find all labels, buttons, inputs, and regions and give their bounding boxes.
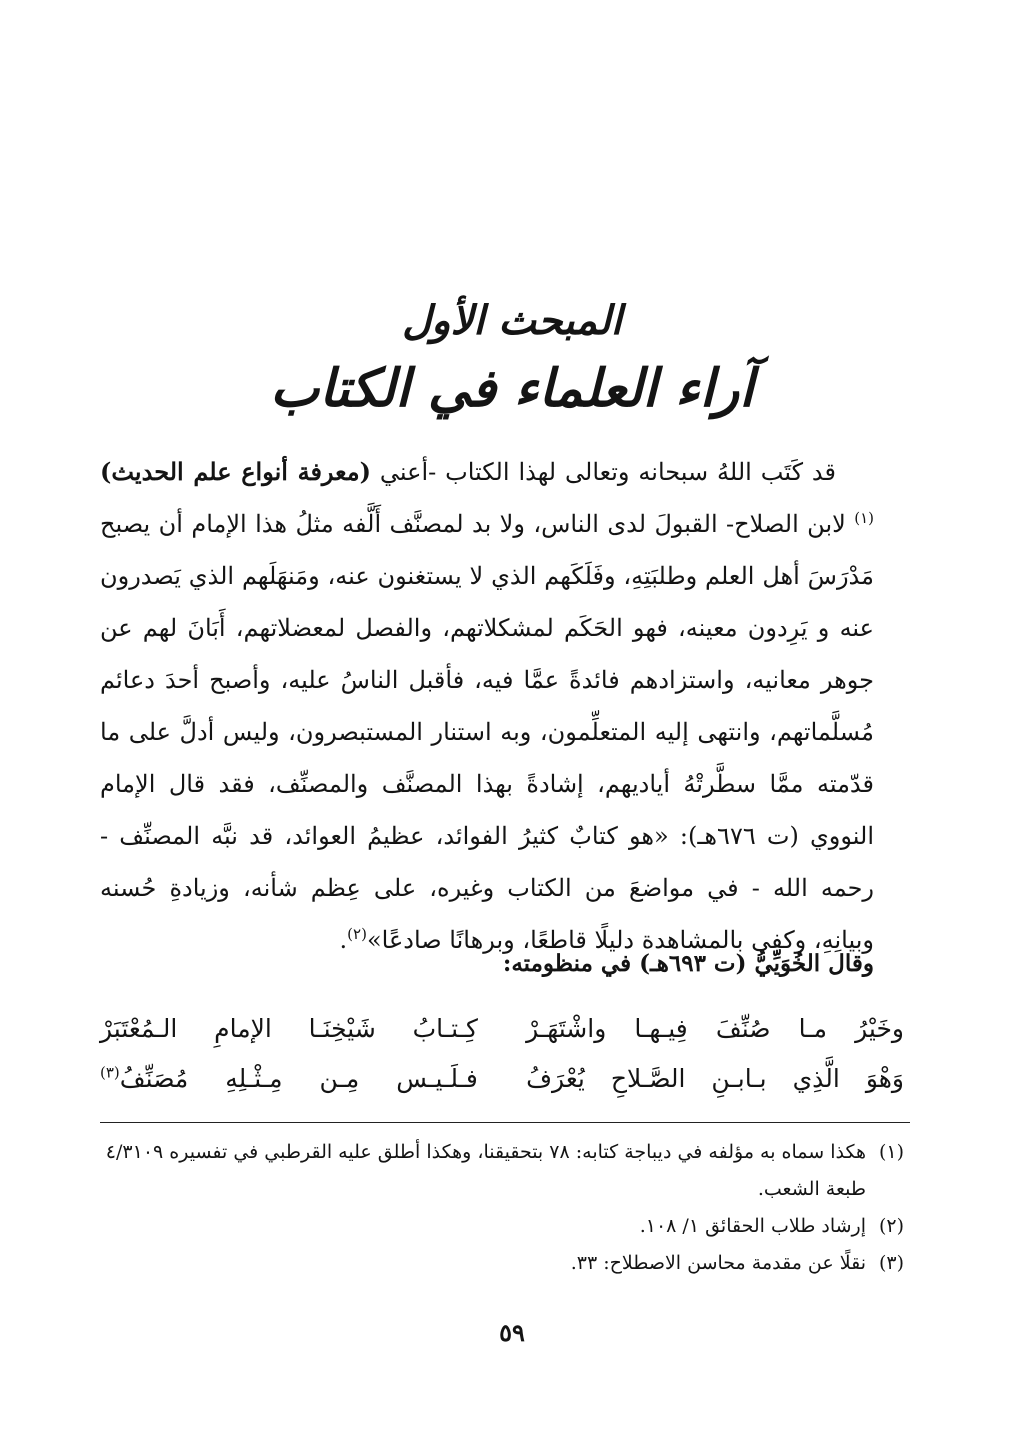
verse <box>100 1004 904 1054</box>
verse <box>100 1054 904 1104</box>
book-title: (معرفة أنواع علم الحديث) <box>100 457 371 486</box>
verse-second-half: كِـتـابُ شَيْخِنَـا الإمامِ الـمُعْتَبَرْ <box>100 1014 478 1043</box>
footnote-separator <box>100 1122 910 1123</box>
footnote <box>100 1134 904 1208</box>
footnote-ref: (٢) <box>347 925 367 943</box>
footnote-number: (٣) <box>878 1252 904 1274</box>
footnote-text: إرشاد طلاب الحقائق ١/ ١٠٨. <box>639 1215 866 1237</box>
poem <box>100 1004 904 1104</box>
main-text <box>100 446 874 966</box>
footnote <box>100 1208 904 1245</box>
footnote-text: نقلًا عن مقدمة محاسن الاصطلاح: ٣٣. <box>570 1252 866 1274</box>
footnote-ref: (٣) <box>100 1063 120 1082</box>
verse-second-half-text: فـلَـيـس مِـن مِـثْـلِهِ مُصَنِّفُ <box>119 1064 478 1093</box>
poem-intro: وقال الخُوَيِّيُّ (ت ٦٩٣هـ) في منظومته: <box>502 950 874 977</box>
footnote-text: هكذا سماه به مؤلفه في ديباجة كتابه: ٧٨ بتحقيقنا، وهكذا أطلق عليه القرطبي في تفسيره ٤/٣١٠٩ طبعة الشعب. <box>105 1141 866 1200</box>
chapter-title: آراء العلماء في الكتاب <box>270 358 754 419</box>
paragraph-text: قد كَتَب اللهُ سبحانه وتعالى لهذا الكتاب -أعني <box>370 458 836 486</box>
verse-first-half: وخَيْرُ مـا صُنِّفَ فِيـهـا واشْتَهَـرْ <box>526 1014 904 1043</box>
paragraph-text: لابن الصلاح- القبولَ لدى الناس، ولا بد لمصنَّف أَلَّفه مثلُ هذا الإمام أن يصبح مَدْرَسَ أهل العلم وطلبَتِهِ، وفَلَكَهم الذي لا يستغنون عنه، ومَنهَلَهم الذي يَصدرون عنه و يَرِدون معينه، فهو الحَكَم لمشكلاتهم، والفصل لمعضلاتهم، أَبَانَ لهم عن جوهر معانيه، واستزادهم فائدةً عمَّا فيه، فأقبل الناسُ عليه، وأصبح أحدَ دعائم مُسلَّماتهم، وانتهى إليه المتعلِّمون، وبه استنار المستبصرون، وليس أدلَّ على ما قدّمته ممَّا سطَّرتْهُ أياديهم، إشادةً بهذا المصنَّف والمصنِّف، فقد قال الإمام النووي (ت ٦٧٦هـ): «هو كتابٌ كثيرُ الفوائد، عظيمُ العوائد، قد نبَّه المصنِّف - رحمه الله - في مواضعَ من الكتاب وغيره، على عِظم شأنه، وزيادةِ حُسنه وبيانِهِ، وكفى بالمشاهدة دليلًا قاطعًا، وبرهانًا صادعًا» <box>100 510 875 954</box>
footnotes <box>100 1134 904 1282</box>
body-paragraph <box>100 446 874 966</box>
footnote-number: (٢) <box>878 1215 904 1237</box>
chapter-number: المبحث الأول <box>402 297 622 344</box>
verse-second-half <box>100 1054 478 1104</box>
verse-first-half: وَهْوَ الَّذِي بـابـنِ الصَّـلاحِ يُعْرَفُ <box>526 1064 904 1093</box>
paragraph-end: . <box>339 926 348 954</box>
footnote-number: (١) <box>878 1141 904 1163</box>
footnote <box>100 1245 904 1282</box>
chapter-heading <box>100 292 924 428</box>
page-number: ٥٩ <box>499 1318 525 1347</box>
footnote-ref: (١) <box>854 509 874 527</box>
